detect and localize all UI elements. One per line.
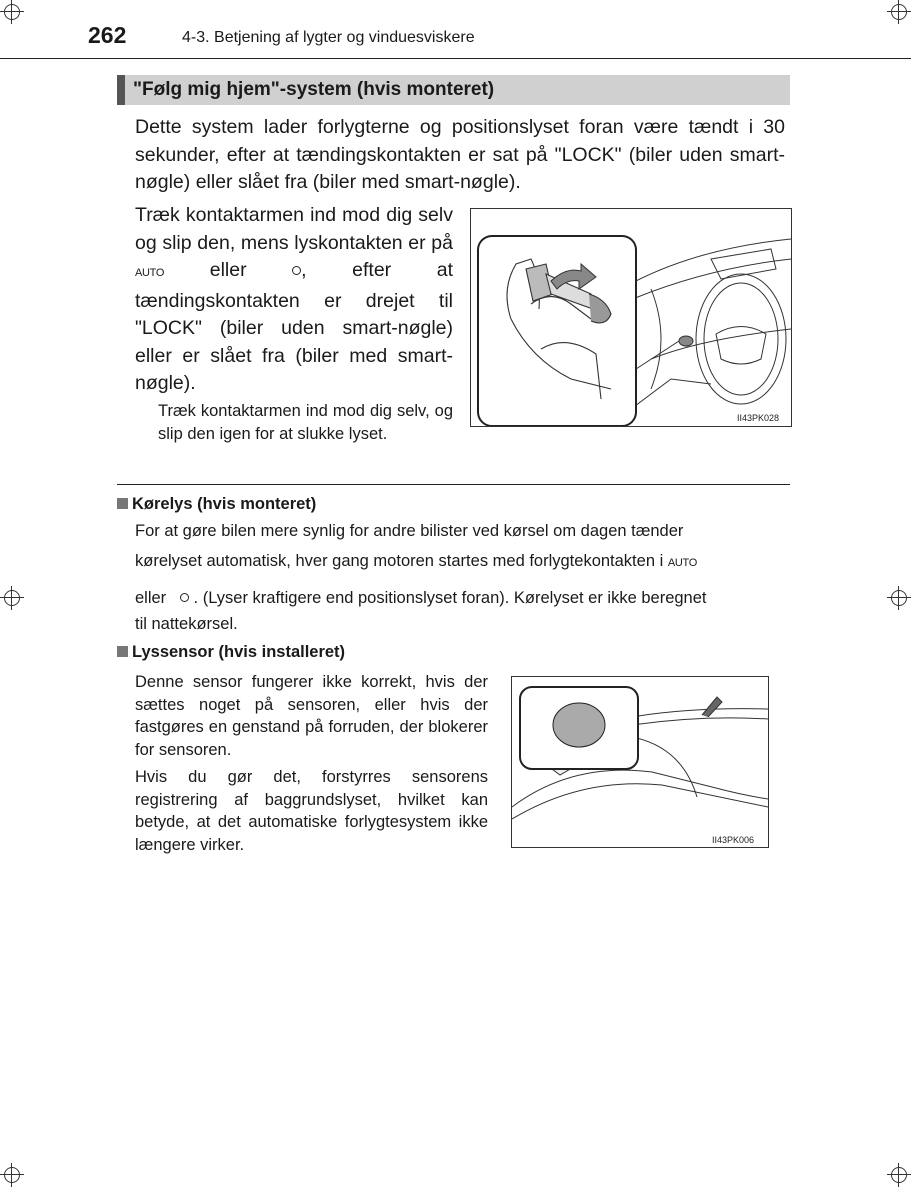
- korelys-line-3: [135, 589, 785, 608]
- lyssensor-heading: [117, 643, 345, 662]
- figure-code: II43PK006: [712, 835, 755, 845]
- crop-mark-icon: [0, 586, 24, 610]
- lyssensor-paragraph-2: Hvis du gør det, forstyrres sensorens registrering af baggrundslyset, hvilket kan betyde, at det automatiske forlygtesystem ikke længere virker.: [135, 768, 488, 854]
- page-number: 262: [88, 22, 127, 48]
- lever-illustration: [471, 209, 791, 426]
- instruction-text-1: Træk kontaktarmen ind mod dig selv og slip den, mens lyskontakten er på: [135, 204, 453, 254]
- instruction-or: eller: [209, 259, 247, 281]
- lyssensor-paragraph-1: Denne sensor fungerer ikke korrekt, hvis der sættes noget på sensoren, eller hvis der fastgøres en genstand på forruden, der blokerer for sensoren.: [135, 673, 488, 759]
- lyssensor-title: Lyssensor (hvis installeret): [132, 643, 346, 661]
- intro-paragraph: Dette system lader forlygterne og positionslyset foran være tændt i 30 sekunder, efter at tændingskontakten er sat på "LOCK" (biler uden smart-nøgle) eller slået fra (biler med smart-nøgle).: [135, 116, 785, 193]
- chapter-title: 4-3. Betjening af lygter og vinduesviskere: [182, 29, 475, 46]
- korelys-heading: [117, 495, 316, 514]
- bullet-square-icon: [117, 646, 128, 657]
- figure-sensor: [511, 676, 769, 848]
- korelys-title: Kørelys (hvis monteret): [132, 495, 317, 513]
- instruction-text-2: , efter at tændingskontakten er drejet til "LOCK" (biler uden smart-nøgle) eller er slået fra (biler med smart-nøgle).: [135, 259, 453, 394]
- crop-mark-icon: [0, 0, 24, 24]
- section-divider: [117, 484, 790, 485]
- sensor-illustration: [512, 677, 768, 847]
- section-marker: [117, 75, 125, 105]
- crop-mark-icon: [887, 586, 911, 610]
- instruction-paragraph: [135, 202, 453, 398]
- section-title: "Følg mig hjem"-system (hvis monteret): [133, 79, 495, 100]
- note-paragraph: Træk kontaktarmen ind mod dig selv, og slip den igen for at slukke lyset.: [158, 402, 453, 443]
- korelys-line-3-prefix: eller: [135, 589, 167, 607]
- auto-symbol: AUTO: [667, 557, 698, 569]
- korelys-line-1: For at gøre bilen mere synlig for andre bilister ved kørsel om dagen tænder: [135, 522, 684, 540]
- crop-mark-icon: [887, 1163, 911, 1187]
- korelys-line-2: [135, 552, 785, 571]
- korelys-line-3-suffix: . (Lyser kraftigere end positionslyset foran). Kørelyset er ikke beregnet: [193, 589, 707, 607]
- figure-lever: [470, 208, 792, 427]
- bullet-square-icon: [117, 498, 128, 509]
- crop-mark-icon: [0, 1163, 24, 1187]
- korelys-line-4: til nattekørsel.: [135, 615, 238, 633]
- section-heading: [117, 75, 790, 105]
- crop-mark-icon: [887, 0, 911, 24]
- parking-light-icon: [180, 593, 189, 602]
- auto-symbol: AUTO: [135, 267, 165, 279]
- parking-light-icon: [292, 266, 301, 275]
- korelys-line-2-text: kørelyset automatisk, hver gang motoren startes med forlygtekontakten i: [135, 552, 664, 570]
- figure-code: II43PK028: [737, 413, 780, 423]
- header-rule: [0, 58, 911, 59]
